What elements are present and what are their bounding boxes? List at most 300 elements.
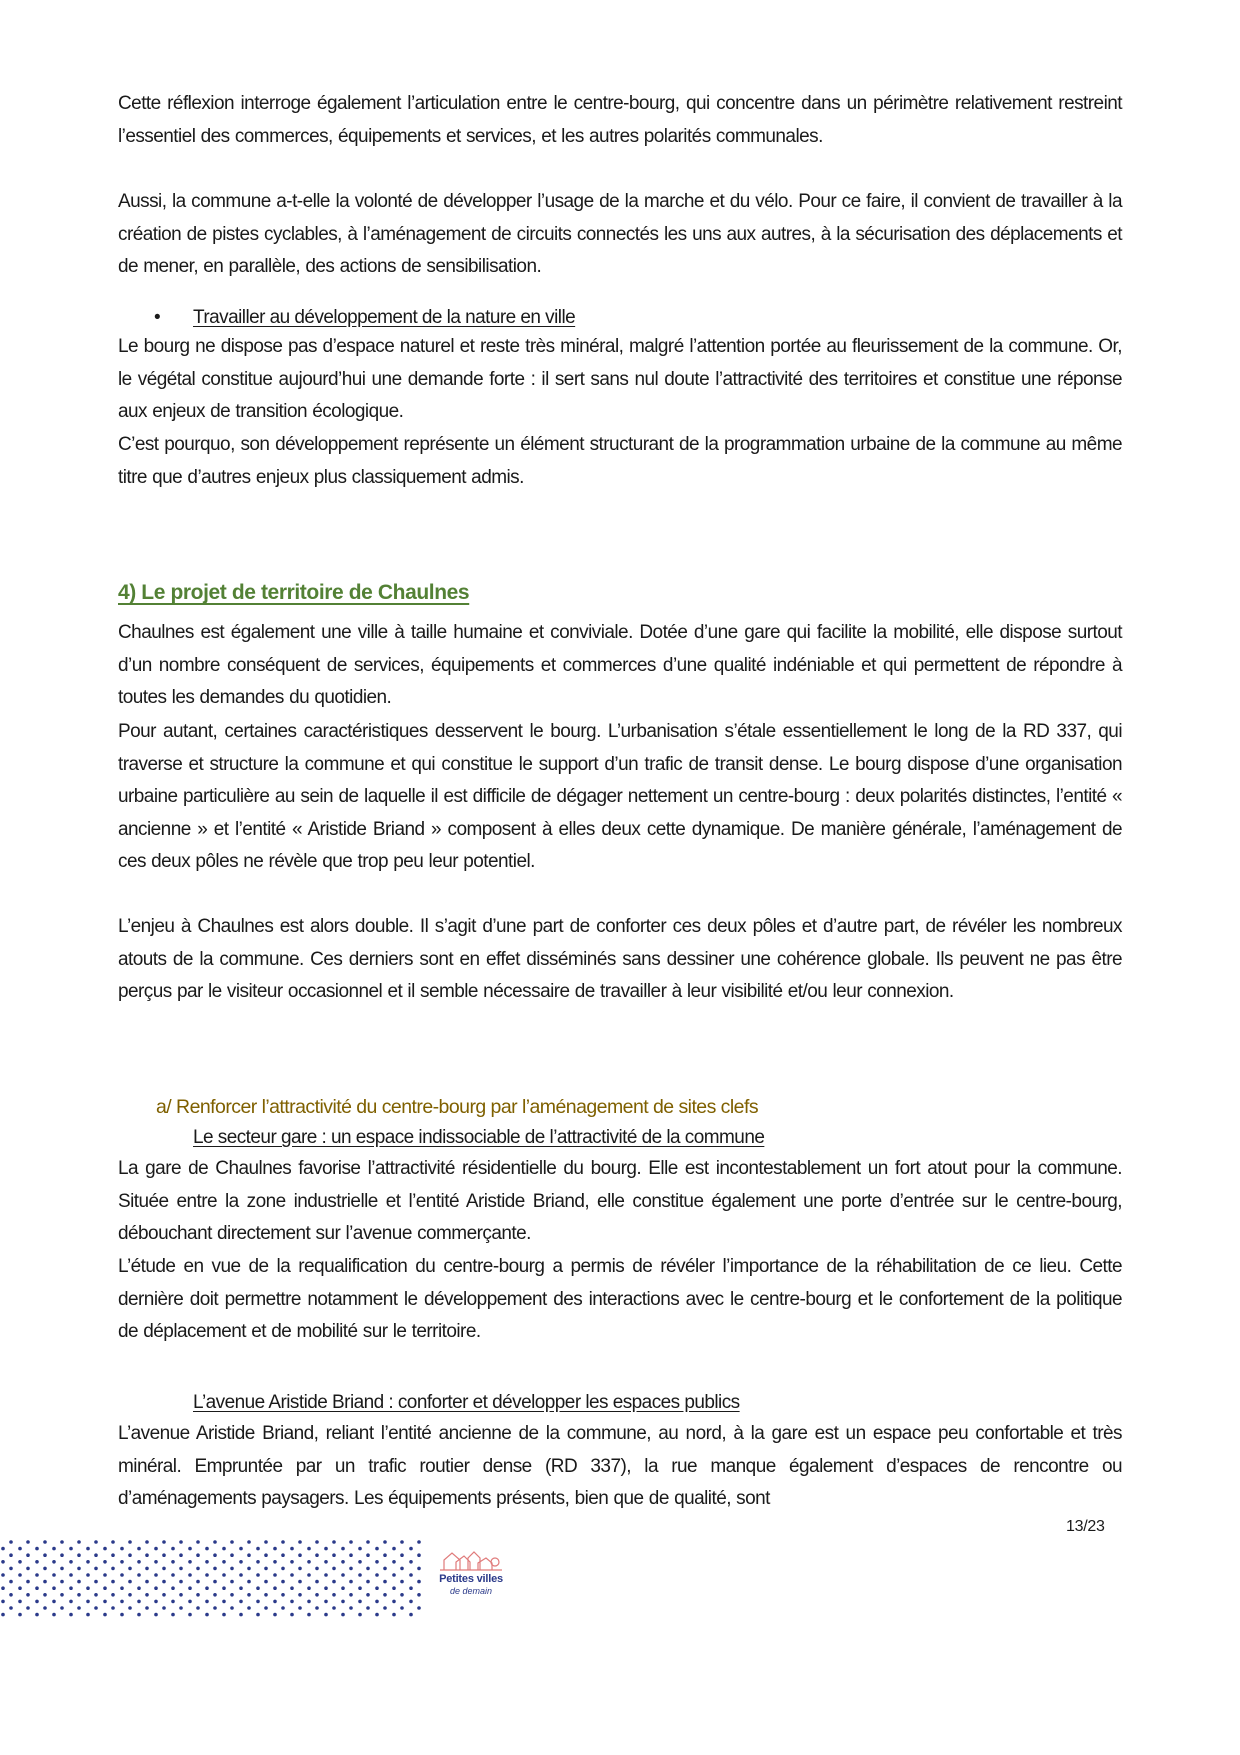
dot — [69, 1547, 73, 1551]
dot — [307, 1560, 311, 1564]
dot — [264, 1567, 268, 1571]
paragraph-mobilite-douce: Aussi, la commune a-t-elle la volonté de développer l’usage de la marche et du vélo. Pour ce faire, il convient de travailler à la création de pistes cyclables, à l’aménagement de circuits connectés les uns aux autres, à la sécurisation des déplacements et de mener, en parallèle, des actions de sensibilisation. — [118, 191, 1122, 278]
dot — [18, 1600, 22, 1604]
dot — [281, 1553, 285, 1557]
dot — [256, 1573, 260, 1577]
dot — [128, 1593, 132, 1597]
dot — [18, 1613, 22, 1617]
dot — [137, 1600, 141, 1604]
dot — [324, 1573, 328, 1577]
dot — [239, 1560, 243, 1564]
dot — [383, 1580, 387, 1584]
dot — [171, 1600, 175, 1604]
dot — [409, 1586, 413, 1590]
dot — [205, 1600, 209, 1604]
dot — [179, 1553, 183, 1557]
dot — [86, 1586, 90, 1590]
dot — [349, 1593, 353, 1597]
dot — [230, 1540, 234, 1544]
dot — [205, 1573, 209, 1577]
dot — [60, 1580, 64, 1584]
dot — [145, 1580, 149, 1584]
dot — [417, 1567, 421, 1571]
dot — [273, 1586, 277, 1590]
dot — [383, 1606, 387, 1610]
dot — [222, 1547, 226, 1551]
dot — [417, 1540, 421, 1544]
dot — [383, 1553, 387, 1557]
dot — [154, 1560, 158, 1564]
dot — [103, 1586, 107, 1590]
dot — [307, 1600, 311, 1604]
dot — [290, 1560, 294, 1564]
dot — [341, 1547, 345, 1551]
dot — [94, 1567, 98, 1571]
dot — [222, 1600, 226, 1604]
dot — [332, 1606, 336, 1610]
dot — [77, 1540, 81, 1544]
logo-title: Petites villes — [439, 1573, 503, 1585]
dot — [137, 1573, 141, 1577]
dot — [128, 1580, 132, 1584]
dot — [349, 1606, 353, 1610]
dot — [120, 1600, 124, 1604]
dot — [52, 1560, 56, 1564]
dot — [230, 1580, 234, 1584]
dot — [392, 1613, 396, 1617]
dot — [188, 1547, 192, 1551]
dot — [26, 1606, 30, 1610]
dot — [247, 1606, 251, 1610]
dot — [307, 1573, 311, 1577]
dot — [392, 1547, 396, 1551]
dot — [43, 1606, 47, 1610]
dot — [290, 1547, 294, 1551]
dot — [94, 1593, 98, 1597]
dot — [154, 1547, 158, 1551]
dot — [349, 1540, 353, 1544]
paragraph-chaulnes-intro: Chaulnes est également une ville à taille humaine et conviviale. Dotée d’une gare qui facilite la mobilité, elle dispose surtout d’un nombre conséquent de services, équipements et commerces d’une qualité indéniable et qui permettent de répondre à toutes les demandes du quotidien. — [118, 622, 1122, 709]
dot — [273, 1547, 277, 1551]
dot — [69, 1573, 73, 1577]
dot — [307, 1547, 311, 1551]
dot — [324, 1547, 328, 1551]
dot — [230, 1553, 234, 1557]
dot — [179, 1606, 183, 1610]
dot — [77, 1606, 81, 1610]
dot — [375, 1547, 379, 1551]
dot — [239, 1573, 243, 1577]
dot — [273, 1560, 277, 1564]
dot — [205, 1586, 209, 1590]
dot — [290, 1600, 294, 1604]
dot — [205, 1613, 209, 1617]
dot — [111, 1593, 115, 1597]
dot — [298, 1606, 302, 1610]
dot — [315, 1606, 319, 1610]
dot — [247, 1567, 251, 1571]
dot — [52, 1600, 56, 1604]
dot — [366, 1593, 370, 1597]
dot — [324, 1586, 328, 1590]
dot — [400, 1540, 404, 1544]
bullet-icon: • — [154, 307, 161, 328]
dot — [417, 1606, 421, 1610]
dot — [179, 1580, 183, 1584]
dot — [273, 1613, 277, 1617]
dot — [103, 1547, 107, 1551]
dot — [290, 1586, 294, 1590]
dot — [69, 1586, 73, 1590]
dot — [400, 1593, 404, 1597]
dot — [375, 1613, 379, 1617]
dot — [162, 1580, 166, 1584]
dot — [188, 1560, 192, 1564]
dot — [137, 1560, 141, 1564]
dot — [120, 1560, 124, 1564]
dot — [307, 1586, 311, 1590]
dot — [60, 1593, 64, 1597]
dot — [409, 1573, 413, 1577]
dot — [358, 1600, 362, 1604]
dot-grid — [1, 1540, 421, 1616]
paragraph-articulation: Cette réflexion interroge également l’articulation entre le centre-bourg, qui concentre dans un périmètre relativement restreint l’essentiel des commerces, équipements et services, et les autres polarités communales. — [118, 93, 1122, 147]
dot — [9, 1567, 13, 1571]
dot — [290, 1573, 294, 1577]
dot — [196, 1580, 200, 1584]
dot — [213, 1540, 217, 1544]
section-heading: 4) Le projet de territoire de Chaulnes — [118, 581, 470, 604]
dot — [341, 1600, 345, 1604]
bullet-label: Travailler au développement de la nature en ville — [193, 307, 576, 328]
dot — [332, 1553, 336, 1557]
dot — [349, 1580, 353, 1584]
dot — [26, 1580, 30, 1584]
dot — [358, 1573, 362, 1577]
dot — [86, 1613, 90, 1617]
dot — [213, 1606, 217, 1610]
dot — [1, 1547, 5, 1551]
dot — [222, 1613, 226, 1617]
dot — [392, 1573, 396, 1577]
dot — [9, 1606, 13, 1610]
dot — [111, 1540, 115, 1544]
dot — [239, 1600, 243, 1604]
dot — [307, 1613, 311, 1617]
dot — [52, 1613, 56, 1617]
dot — [366, 1540, 370, 1544]
dot — [213, 1593, 217, 1597]
dot — [409, 1613, 413, 1617]
dot — [298, 1580, 302, 1584]
dot — [247, 1553, 251, 1557]
dot — [188, 1613, 192, 1617]
dot — [375, 1560, 379, 1564]
dot — [77, 1567, 81, 1571]
dot — [239, 1586, 243, 1590]
paragraph-gare-attractivite: La gare de Chaulnes favorise l’attractivité résidentielle du bourg. Elle est incontestablement un fort atout pour la commune. Située entre la zone industrielle et l’entité Aristide Briand, elle constitue également une porte d’entrée sur le centre-bourg, débouchant directement sur l’avenue commerçante. — [118, 1158, 1122, 1245]
dot — [69, 1560, 73, 1564]
dot — [383, 1567, 387, 1571]
dot — [26, 1540, 30, 1544]
dot — [400, 1553, 404, 1557]
dot — [52, 1573, 56, 1577]
dot — [256, 1586, 260, 1590]
dot — [18, 1573, 22, 1577]
dot — [417, 1553, 421, 1557]
petites-villes-de-demain-logo — [430, 1540, 512, 1604]
dot — [375, 1586, 379, 1590]
dot — [298, 1567, 302, 1571]
dot — [256, 1547, 260, 1551]
dot — [358, 1586, 362, 1590]
dot — [213, 1567, 217, 1571]
dot — [188, 1600, 192, 1604]
dot — [179, 1567, 183, 1571]
dot — [128, 1567, 132, 1571]
dot — [205, 1547, 209, 1551]
dot — [111, 1553, 115, 1557]
dot — [196, 1553, 200, 1557]
dot — [273, 1600, 277, 1604]
dot — [298, 1540, 302, 1544]
dot — [332, 1567, 336, 1571]
dot — [264, 1593, 268, 1597]
dot — [230, 1606, 234, 1610]
dot — [103, 1560, 107, 1564]
dot — [409, 1600, 413, 1604]
dot — [94, 1580, 98, 1584]
dot — [196, 1567, 200, 1571]
dot — [213, 1553, 217, 1557]
dot — [179, 1540, 183, 1544]
dot — [349, 1553, 353, 1557]
dot — [120, 1573, 124, 1577]
subsection-heading: a/ Renforcer l’attractivité du centre-bourg par l’aménagement de sites clefs — [156, 1096, 759, 1118]
logo-subtitle: de demain — [449, 1586, 493, 1596]
avenue-heading: L’avenue Aristide Briand : conforter et développer les espaces publics — [193, 1392, 740, 1413]
dot — [400, 1567, 404, 1571]
dot — [264, 1580, 268, 1584]
dot — [341, 1560, 345, 1564]
dot — [239, 1613, 243, 1617]
dot — [247, 1580, 251, 1584]
page-number: 13/23 — [1066, 1518, 1105, 1535]
dot — [332, 1580, 336, 1584]
dot — [298, 1593, 302, 1597]
dot — [35, 1573, 39, 1577]
dot — [324, 1560, 328, 1564]
dot — [366, 1553, 370, 1557]
dot — [35, 1547, 39, 1551]
dot — [154, 1600, 158, 1604]
dot — [60, 1606, 64, 1610]
dot — [281, 1580, 285, 1584]
dot — [290, 1613, 294, 1617]
dot — [128, 1553, 132, 1557]
dot — [69, 1600, 73, 1604]
dot — [409, 1547, 413, 1551]
dot — [383, 1540, 387, 1544]
dot — [111, 1580, 115, 1584]
paragraph-avenue-briand: L’avenue Aristide Briand, reliant l’entité ancienne de la commune, au nord, à la gare est un espace peu confortable et très minéral. Empruntée par un trafic routier dense (RD 337), la rue manque également d’espaces de rencontre ou d’aménagements paysagers. Les équipements présents, bien que de qualité, sont — [118, 1423, 1122, 1510]
dot — [171, 1560, 175, 1564]
dot — [69, 1613, 73, 1617]
dot — [315, 1553, 319, 1557]
decorative-dot-pattern — [0, 1538, 425, 1618]
dot — [103, 1600, 107, 1604]
dot — [162, 1593, 166, 1597]
dot — [111, 1606, 115, 1610]
dot — [281, 1540, 285, 1544]
dot — [358, 1613, 362, 1617]
dot — [281, 1567, 285, 1571]
paragraph-developpement-vegetal: C’est pourquo, son développement représente un élément structurant de la programmation urbaine de la commune au même titre que d’autres enjeux plus classiquement admis. — [118, 434, 1122, 488]
paragraph-caracteristiques: Pour autant, certaines caractéristiques desservent le bourg. L’urbanisation s’étale essentiellement le long de la RD 337, qui traverse et structure la commune et qui constitue le support d’un trafic de transit dense. Le bourg dispose d’une organisation urbaine particulière au sein de laquelle il est difficile de dégager nettement un centre-bourg : deux polarités distinctes, l’entité « ancienne » et l’entité « Aristide Briand » composent à elles deux cette dynamique. De manière générale, l’aménagement de ces deux pôles ne révèle que trop peu leur potentiel. — [118, 721, 1122, 873]
dot — [400, 1606, 404, 1610]
dot — [341, 1586, 345, 1590]
dot — [239, 1547, 243, 1551]
dot — [196, 1606, 200, 1610]
dot — [128, 1540, 132, 1544]
dot — [315, 1580, 319, 1584]
dot — [26, 1567, 30, 1571]
dot — [35, 1600, 39, 1604]
dot — [145, 1540, 149, 1544]
dot — [341, 1613, 345, 1617]
dot — [392, 1600, 396, 1604]
dot — [392, 1586, 396, 1590]
dot — [35, 1560, 39, 1564]
dot — [145, 1553, 149, 1557]
paragraph-gare-requalification: L’étude en vue de la requalification du centre-bourg a permis de révéler l’importance de la réhabilitation de ce lieu. Cette dernière doit permettre notamment le développement des interactions avec le centre-bourg et le confortement de la politique de déplacement et de mobilité sur le territoire. — [118, 1256, 1122, 1343]
dot — [171, 1573, 175, 1577]
paragraph-bourg-mineral: Le bourg ne dispose pas d’espace naturel et reste très minéral, malgré l’attention portée au fleurissement de la commune. Or, le végétal constitue aujourd’hui une demande forte : il sert sans nul doute l’attractivité des territoires et constitue une réponse aux enjeux de transition écologique. — [118, 336, 1122, 423]
dot — [315, 1593, 319, 1597]
dot — [256, 1560, 260, 1564]
dot — [358, 1547, 362, 1551]
dot — [145, 1606, 149, 1610]
dot — [332, 1593, 336, 1597]
dot — [315, 1567, 319, 1571]
dot — [247, 1593, 251, 1597]
dot — [375, 1600, 379, 1604]
dot — [366, 1606, 370, 1610]
dot — [179, 1593, 183, 1597]
dot — [222, 1573, 226, 1577]
dot — [162, 1540, 166, 1544]
dot — [120, 1547, 124, 1551]
dot — [196, 1540, 200, 1544]
dot — [256, 1600, 260, 1604]
dot — [18, 1547, 22, 1551]
dot — [35, 1613, 39, 1617]
dot — [349, 1567, 353, 1571]
dot — [154, 1573, 158, 1577]
dot — [196, 1593, 200, 1597]
dot — [154, 1586, 158, 1590]
dot — [366, 1567, 370, 1571]
dot — [1, 1586, 5, 1590]
dot — [26, 1553, 30, 1557]
dot — [137, 1547, 141, 1551]
dot — [120, 1586, 124, 1590]
dot — [162, 1567, 166, 1571]
dot — [171, 1547, 175, 1551]
dot — [281, 1593, 285, 1597]
dot — [94, 1553, 98, 1557]
dot — [188, 1586, 192, 1590]
dot — [332, 1540, 336, 1544]
dot — [417, 1580, 421, 1584]
dot — [417, 1593, 421, 1597]
dot — [358, 1560, 362, 1564]
dot — [222, 1560, 226, 1564]
dot — [9, 1580, 13, 1584]
dot — [392, 1560, 396, 1564]
dot — [400, 1580, 404, 1584]
dot — [60, 1540, 64, 1544]
dot — [35, 1586, 39, 1590]
dot — [43, 1580, 47, 1584]
dot — [26, 1593, 30, 1597]
dot — [77, 1553, 81, 1557]
dot — [1, 1600, 5, 1604]
dot — [247, 1540, 251, 1544]
dot — [103, 1613, 107, 1617]
dot — [409, 1560, 413, 1564]
dot — [52, 1586, 56, 1590]
dot — [18, 1586, 22, 1590]
dot — [324, 1600, 328, 1604]
dot — [315, 1540, 319, 1544]
dot — [137, 1613, 141, 1617]
dot — [43, 1567, 47, 1571]
dot — [222, 1586, 226, 1590]
dot — [43, 1593, 47, 1597]
dot — [60, 1553, 64, 1557]
dot — [230, 1567, 234, 1571]
dot — [94, 1540, 98, 1544]
dot — [383, 1593, 387, 1597]
paragraph-enjeu: L’enjeu à Chaulnes est alors double. Il s’agit d’une part de conforter ces deux pôles et d’autre part, de révéler les nombreux atouts de la commune. Ces derniers sont en effet disséminés sans dessiner une cohérence globale. Ils peuvent ne pas être perçus par le visiteur occasionnel et il semble nécessaire de travailler à leur visibilité et/ou leur connexion. — [118, 916, 1122, 1003]
dot — [205, 1560, 209, 1564]
dot — [171, 1613, 175, 1617]
dot — [273, 1573, 277, 1577]
dot — [264, 1540, 268, 1544]
dot — [162, 1553, 166, 1557]
dot — [86, 1560, 90, 1564]
dot — [60, 1567, 64, 1571]
dot — [77, 1580, 81, 1584]
dot — [298, 1553, 302, 1557]
dot — [120, 1613, 124, 1617]
dot — [94, 1606, 98, 1610]
dot — [324, 1613, 328, 1617]
dot — [154, 1613, 158, 1617]
dot — [77, 1593, 81, 1597]
gare-heading: Le secteur gare : un espace indissociable de l’attractivité de la commune — [193, 1127, 765, 1148]
dot — [1, 1560, 5, 1564]
dot — [171, 1586, 175, 1590]
dot — [43, 1540, 47, 1544]
dot — [103, 1573, 107, 1577]
dot — [281, 1606, 285, 1610]
dot — [230, 1593, 234, 1597]
dot — [86, 1600, 90, 1604]
dot — [86, 1573, 90, 1577]
dot — [256, 1613, 260, 1617]
